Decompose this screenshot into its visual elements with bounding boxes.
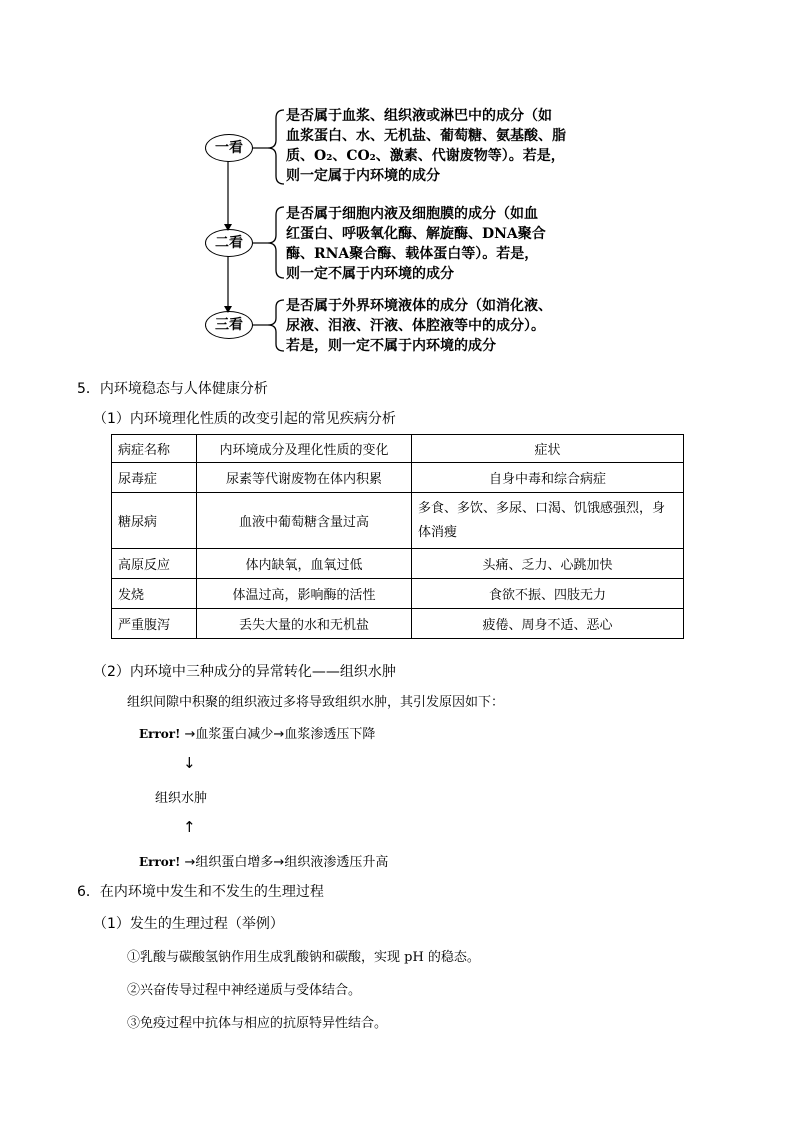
look-three-line-2: 尿液、泪液、汗液、体腔液等中的成分）。 bbox=[286, 318, 545, 334]
table-cell: 严重腹泻 bbox=[112, 609, 197, 639]
section-6-title: 6．在内环境中发生和不发生的生理过程 bbox=[77, 884, 324, 900]
section-6-sub1: （1）发生的生理过程（举例） bbox=[93, 916, 284, 932]
look-three-line-1: 是否属于外界环境液体的成分（如消化液、 bbox=[286, 298, 552, 314]
table-header-cell: 内环境成分及理化性质的变化 bbox=[197, 435, 412, 463]
look-two-node: 二看 bbox=[205, 229, 253, 257]
table-cell: 食欲不振、四肢无力 bbox=[412, 579, 684, 609]
look-one-node: 一看 bbox=[205, 134, 253, 162]
look-two-line-2: 红蛋白、呼吸氧化酶、解旋酶、DNA聚合 bbox=[286, 226, 546, 242]
table-header-row bbox=[112, 435, 684, 463]
table-cell: 体内缺氧，血氧过低 bbox=[197, 549, 412, 579]
table-row bbox=[112, 579, 684, 609]
look-one-line-4: 则一定属于内环境的成分 bbox=[286, 168, 440, 184]
process-item-1: ①乳酸与碳酸氢钠作用生成乳酸钠和碳酸，实现 pH 的稳态。 bbox=[127, 950, 480, 965]
table-row bbox=[112, 463, 684, 493]
chain-2-text: →组织蛋白增多→组织液渗透压升高 bbox=[184, 855, 389, 870]
edema-intro: 组织间隙中积聚的组织液过多将导致组织水肿，其引发原因如下： bbox=[127, 695, 505, 710]
look-three-line-3: 若是，则一定不属于内环境的成分 bbox=[286, 338, 496, 354]
table-cell: 高原反应 bbox=[112, 549, 197, 579]
table-cell: 糖尿病 bbox=[112, 493, 197, 549]
up-arrow: ↑ bbox=[183, 818, 196, 836]
section-5-sub2: （2）内环境中三种成分的异常转化——组织水肿 bbox=[93, 664, 396, 680]
table-header-cell: 症状 bbox=[412, 435, 684, 463]
chain-1-text: →血浆蛋白减少→血浆渗透压下降 bbox=[184, 727, 376, 742]
look-two-line-4: 则一定不属于内环境的成分 bbox=[286, 266, 454, 282]
process-item-3: ③免疫过程中抗体与相应的抗原特异性结合。 bbox=[127, 1016, 388, 1031]
table-cell: 丢失大量的水和无机盐 bbox=[197, 609, 412, 639]
table-row bbox=[112, 609, 684, 639]
table-cell: 疲倦、周身不适、恶心 bbox=[412, 609, 684, 639]
look-two-text bbox=[286, 204, 546, 284]
disease-table bbox=[111, 434, 684, 639]
look-one-line-2: 血浆蛋白、水、无机盐、葡萄糖、氨基酸、脂 bbox=[286, 128, 566, 144]
table-cell: 自身中毒和综合病症 bbox=[412, 463, 684, 493]
look-two-line-1: 是否属于细胞内液及细胞膜的成分（如血 bbox=[286, 206, 538, 222]
table-cell: 体温过高，影响酶的活性 bbox=[197, 579, 412, 609]
table-row bbox=[112, 549, 684, 579]
edema-label: 组织水肿 bbox=[155, 791, 208, 806]
table-cell: 血液中葡萄糖含量过高 bbox=[197, 493, 412, 549]
edema-chain-1 bbox=[139, 723, 375, 742]
look-one-line-3: 质、O₂、CO₂、激素、代谢废物等）。若是， bbox=[286, 148, 565, 164]
section-5-sub1: （1）内环境理化性质的改变引起的常见疾病分析 bbox=[93, 411, 396, 427]
down-arrow: ↓ bbox=[183, 754, 196, 772]
table-cell: 多食、多饮、多尿、口渴、饥饿感强烈，身体消瘦 bbox=[412, 493, 684, 549]
section-5-title: 5．内环境稳态与人体健康分析 bbox=[77, 381, 268, 397]
look-two-line-3: 酶、RNA聚合酶、载体蛋白等）。若是， bbox=[286, 246, 539, 262]
table-header-cell: 病症名称 bbox=[112, 435, 197, 463]
look-one-line-1: 是否属于血浆、组织液或淋巴中的成分（如 bbox=[286, 108, 552, 124]
look-one-text bbox=[286, 106, 566, 186]
table-cell: 尿毒症 bbox=[112, 463, 197, 493]
process-item-2: ②兴奋传导过程中神经递质与受体结合。 bbox=[127, 983, 362, 998]
table-cell: 发烧 bbox=[112, 579, 197, 609]
error-text: Error! bbox=[139, 727, 181, 741]
table-row bbox=[112, 493, 684, 549]
error-text: Error! bbox=[139, 855, 181, 869]
look-three-text bbox=[286, 296, 552, 356]
edema-chain-2 bbox=[139, 851, 388, 870]
table-cell: 尿素等代谢废物在体内积累 bbox=[197, 463, 412, 493]
look-three-node: 三看 bbox=[205, 311, 253, 339]
table-cell: 头痛、乏力、心跳加快 bbox=[412, 549, 684, 579]
